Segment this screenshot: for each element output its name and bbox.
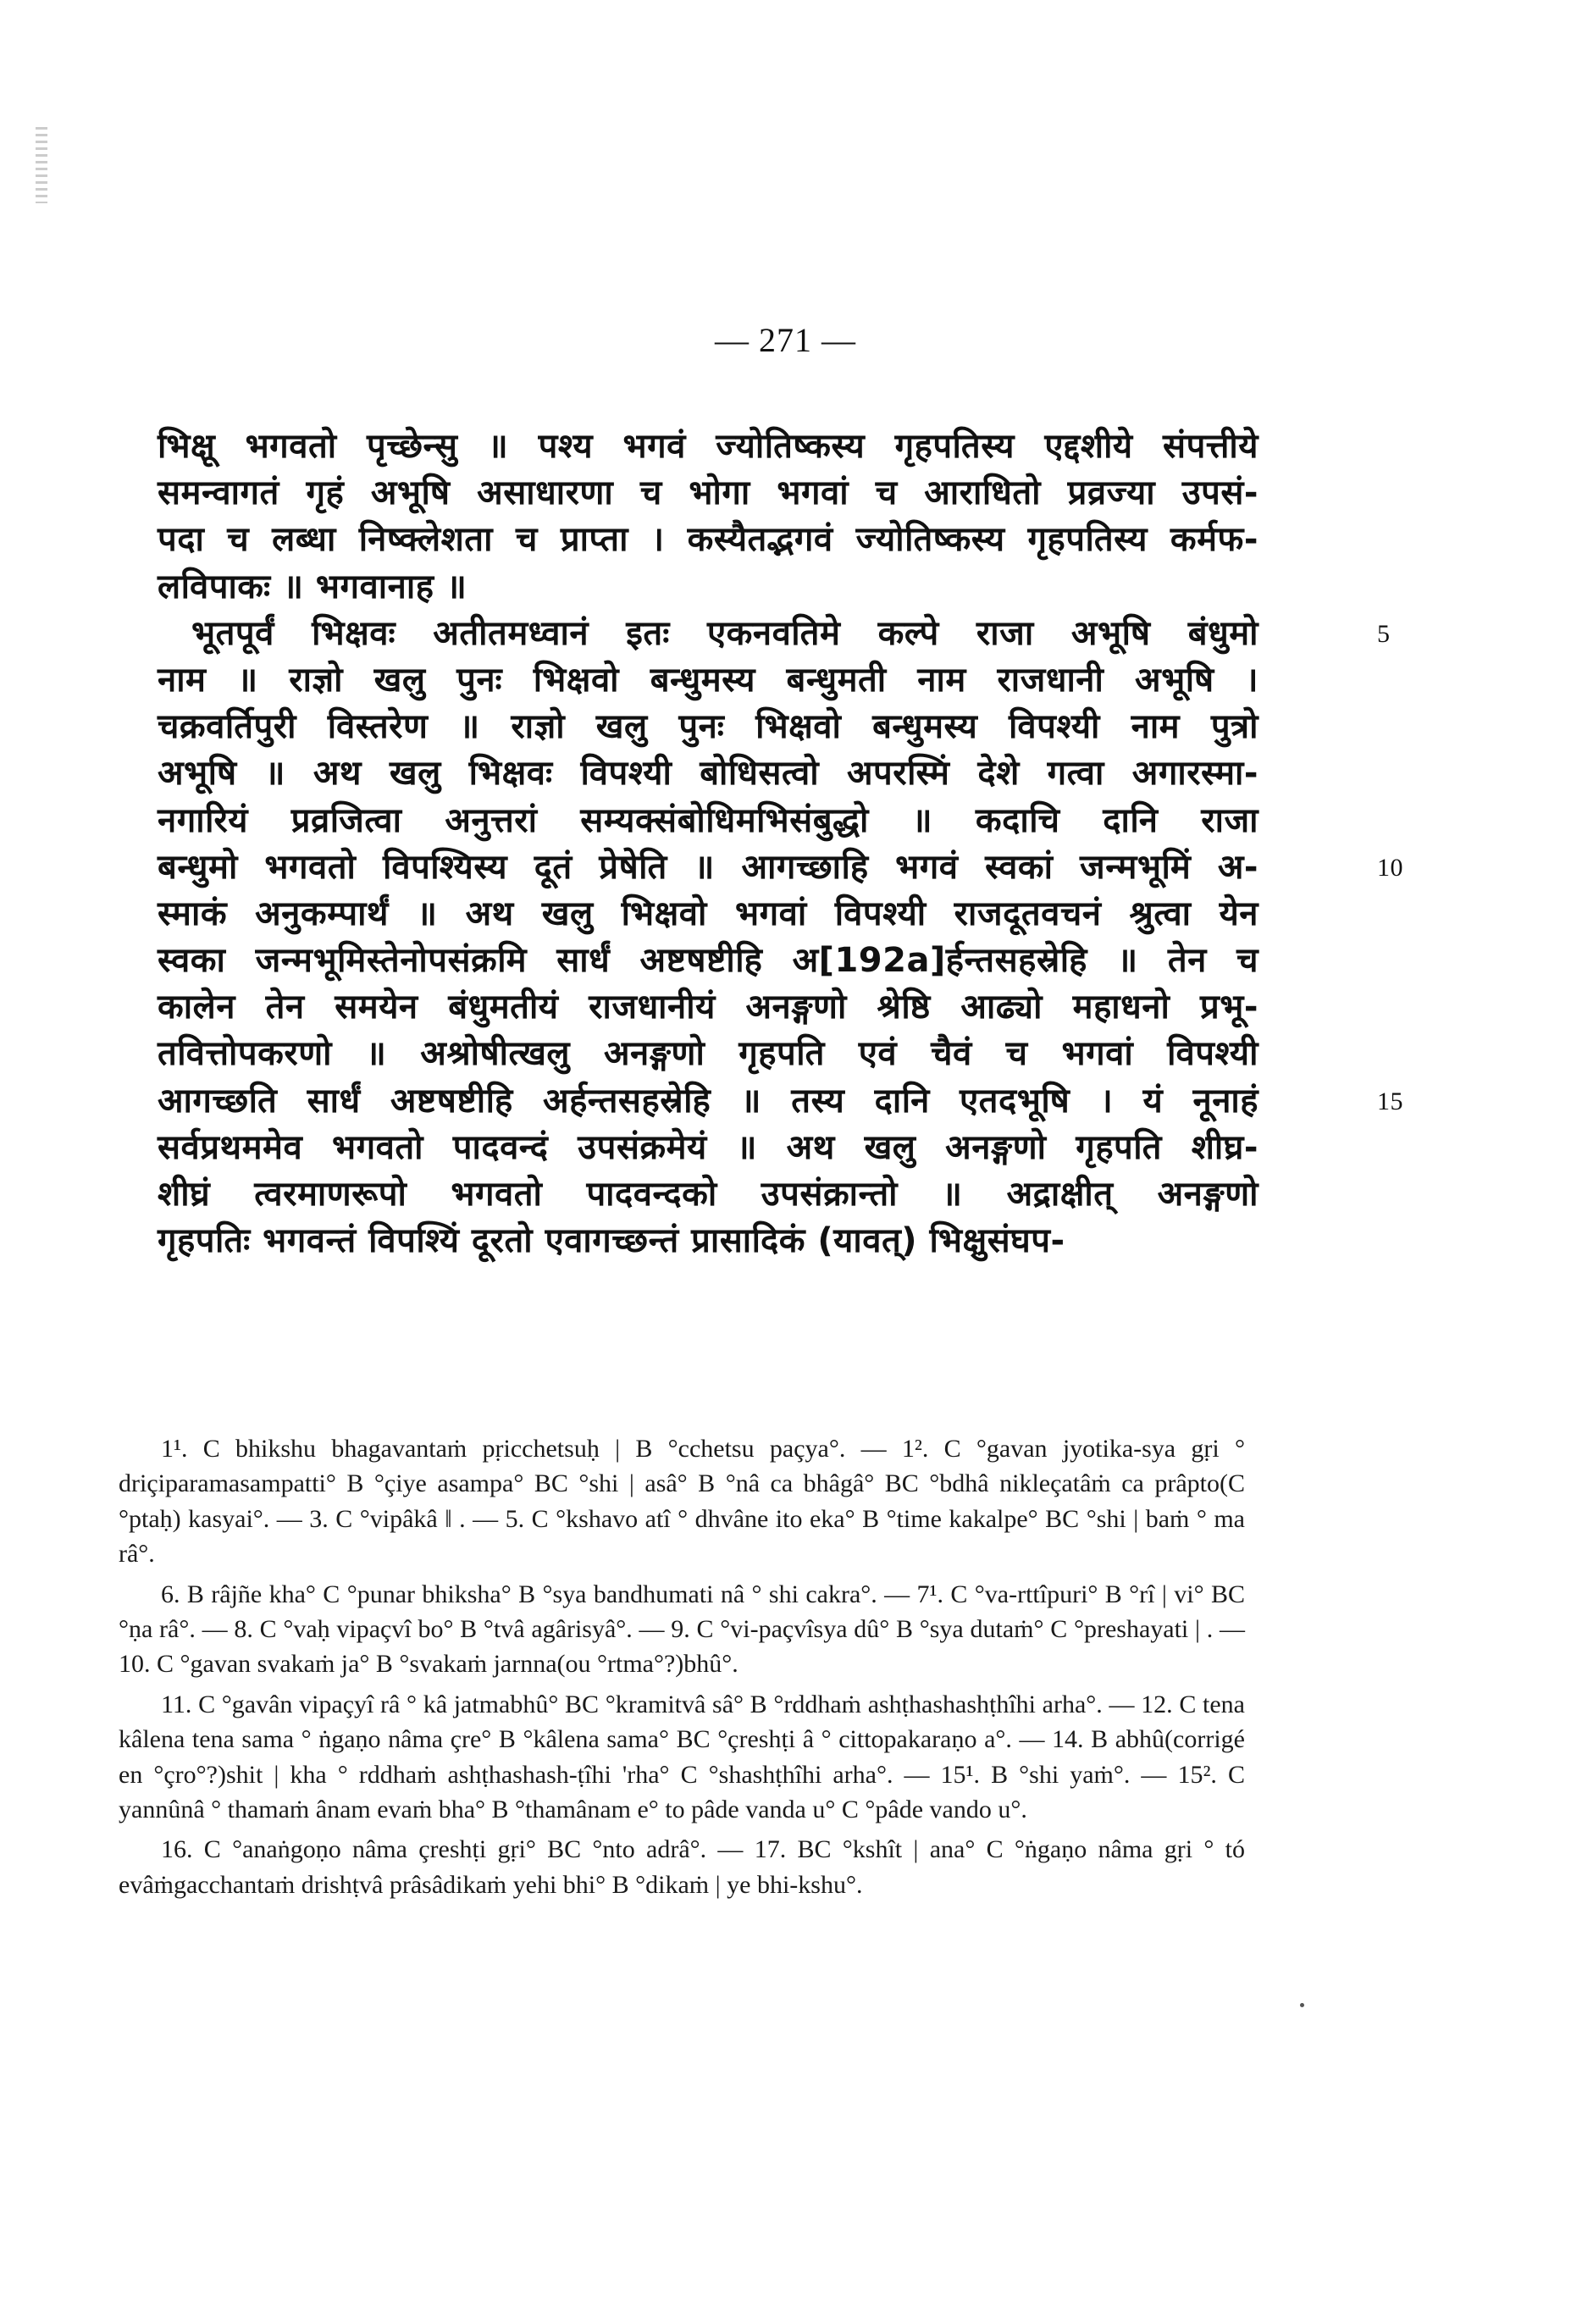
text-line (158, 1171, 1258, 1218)
footnote-paragraph: 11. C °gavân vipaçyî râ ° kâ jatmabhû° BC °kramitvâ sâ° B °rddhaṁ ashṭhashashṭhîhi arha°. — 12. C tena kâlena tena sama ° ṅgaṇo nâma çre° B °kâlena sama° BC °çreshṭi â ° cittopakaraṇo a°. — 14. B abhû(corrigé en °çro°?)shit | kha ° rddhaṁ ashṭhashash-ṭîhi 'rha° C °shashṭhîhi arha°. — 15¹. B °shi yaṁ°. — 15². C yannûnâ ° thamaṁ ânam evaṁ bha° B °thamânam e° to pâde vanda u° C °pâde vando u°. (119, 1690, 1245, 1824)
footnote-paragraph: 1¹. C bhikshu bhagavantaṁ pṛicchetsuḥ | B °cchetsu paçya°. — 1². C °gavan jyotika-sya gṛi ° driçiparamasampatti° B °çiye asampa° BC °shi | asâ° B °nâ ca bhâgâ° BC °bdhâ nikleçatâṁ ca prâpto(C °ptaḥ) kasyai°. — 3. C °vipâkâ ‖ . — 5. C °kshavo atî ° dhvâne ito eka° B °time kakalpe° BC °shi | baṁ ° ma râ°. (119, 1435, 1245, 1569)
line-text: कालेन तेन समयेन बंधुमतीयं राजधानीयं अनङ्गणो श्रेष्ठि आढ्यो महाधनो प्रभू- (158, 988, 1258, 1027)
text-line (158, 750, 1258, 797)
stray-ink-dot (1300, 2003, 1304, 2007)
text-line (158, 938, 1258, 984)
line-text: सर्वप्रथममेव भगवतो पादवन्दं उपसंक्रमेयं ॥ अथ खलु अनङ्गणो गृहपति शीघ्र- (158, 1127, 1258, 1167)
footnote-paragraph: 6. B râjñe kha° C °punar bhiksha° B °sya bandhumati nâ ° shi cakra°. — 7¹. C °va-rttîpuri° B °rî | vi° BC °ṇa râ°. — 8. C °vaḥ vipaçvî bo° B °tvâ agârisyâ°. — 9. C °vi-paçvîsya dû° B °sya dutaṁ° C °preshayati | . — 10. C °gavan svakaṁ ja° B °svakaṁ jarnna(ou °rtma°?)bhû°. (119, 1580, 1245, 1679)
text-line (158, 704, 1258, 750)
footnotes-section (119, 1431, 1245, 1907)
line-text: पदा च लब्धा निष्क्लेशता च प्राप्ता । कस्यैतद्भगवं ज्योतिष्कस्य गृहपतिस्य कर्मफ- (158, 520, 1258, 560)
line-text: शीघ्रं त्वरमाणरूपो भगवतो पादवन्दको उपसंक्रान्तो ॥ अद्राक्षीत् अनङ्गणो (158, 1175, 1258, 1214)
line-text: नाम ॥ राज्ञो खलु पुनः भिक्षवो बन्धुमस्य बन्धुमती नाम राजधानी अभूषि । (158, 660, 1258, 700)
text-line (158, 1031, 1258, 1077)
line-text: चक्रवर्तिपुरी विस्तरेण ॥ राज्ञो खलु पुनः भिक्षवो बन्धुमस्य विपश्यी नाम पुत्रो (158, 707, 1258, 747)
text-line (158, 844, 1403, 891)
text-line (158, 470, 1258, 517)
text-line (158, 1078, 1403, 1125)
line-text: भिक्षू भगवतो पृच्छेन्सु ॥ पश्य भगवं ज्योतिष्कस्य गृहपतिस्य एद्दशीये संपत्तीये (158, 427, 1258, 466)
margin-smudge (36, 127, 47, 203)
line-text: गृहपतिः भगवन्तं विपश्यिं दूरतो एवागच्छन्तं प्रासादिकं (यावत्) भिक्षुसंघप- (158, 1221, 1065, 1261)
line-number: 5 (1377, 619, 1391, 648)
text-line (158, 564, 1258, 611)
line-text: तवित्तोपकरणो ॥ अश्रोषीत्खलु अनङ्गणो गृहपति एवं चैवं च भगवां विपश्यी (158, 1034, 1258, 1074)
line-text: बन्धुमो भगवतो विपश्यिस्य दूतं प्रेषेति ॥ आगच्छाहि भगवं स्वकां जन्मभूमिं अ- (158, 847, 1258, 887)
line-text: आगच्छति सार्धं अष्टषष्टीहि अर्हन्तसहस्रेहि ॥ तस्य दानि एतदभूषि । यं नूनाहं (158, 1081, 1258, 1120)
sanskrit-main-text (158, 423, 1403, 1264)
line-text: भूतपूर्वं भिक्षवः अतीतमध्वानं इतः एकनवतिमे कल्पे राजा अभूषि बंधुमो (191, 613, 1258, 653)
text-line (158, 657, 1258, 704)
line-text: अभूषि ॥ अथ खलु भिक्षवः विपश्यी बोधिसत्वो अपरस्मिं देशे गत्वा अगारस्मा- (158, 754, 1258, 794)
page-number: — 271 — (715, 321, 856, 359)
text-line (158, 984, 1258, 1031)
line-text: समन्वागतं गृहं अभूषि असाधारणा च भोगा भगवां च आराधितो प्रव्रज्या उपसं- (158, 473, 1258, 513)
text-line (158, 423, 1258, 470)
text-line (158, 1125, 1258, 1171)
text-line (158, 517, 1258, 563)
text-line (158, 798, 1258, 844)
line-text: स्वका जन्मभूमिस्तेनोपसंक्रमि सार्धं अष्टषष्टीहि अ[192a]र्हन्तसहस्रेहि ॥ तेन च (158, 941, 1258, 981)
line-text: स्माकं अनुकम्पार्थं ॥ अथ खलु भिक्षवो भगवां विपश्यी राजदूतवचनं श्रुत्वा येन (158, 894, 1258, 933)
line-number: 10 (1377, 853, 1403, 882)
line-text: नगारियं प्रव्रजित्वा अनुत्तरां सम्यक्संबोधिमभिसंबुद्धो ॥ कदाचि दानि राजा (158, 800, 1258, 840)
line-number: 15 (1377, 1087, 1403, 1115)
text-line (158, 891, 1258, 938)
text-line (158, 611, 1391, 657)
footnote-paragraph: 16. C °anaṅgoṇo nâma çreshṭi gṛi° BC °nto adrâ°. — 17. BC °kshît | ana° C °ṅgaṇo nâma gṛi ° tó evâṁgacchantaṁ drishṭvâ prâsâdikaṁ yehi bhi° B °dikaṁ | ye bhi-kshu°. (119, 1835, 1245, 1899)
text-line (158, 1218, 1258, 1264)
line-text: लविपाकः ॥ भगवानाह ॥ (158, 567, 467, 606)
